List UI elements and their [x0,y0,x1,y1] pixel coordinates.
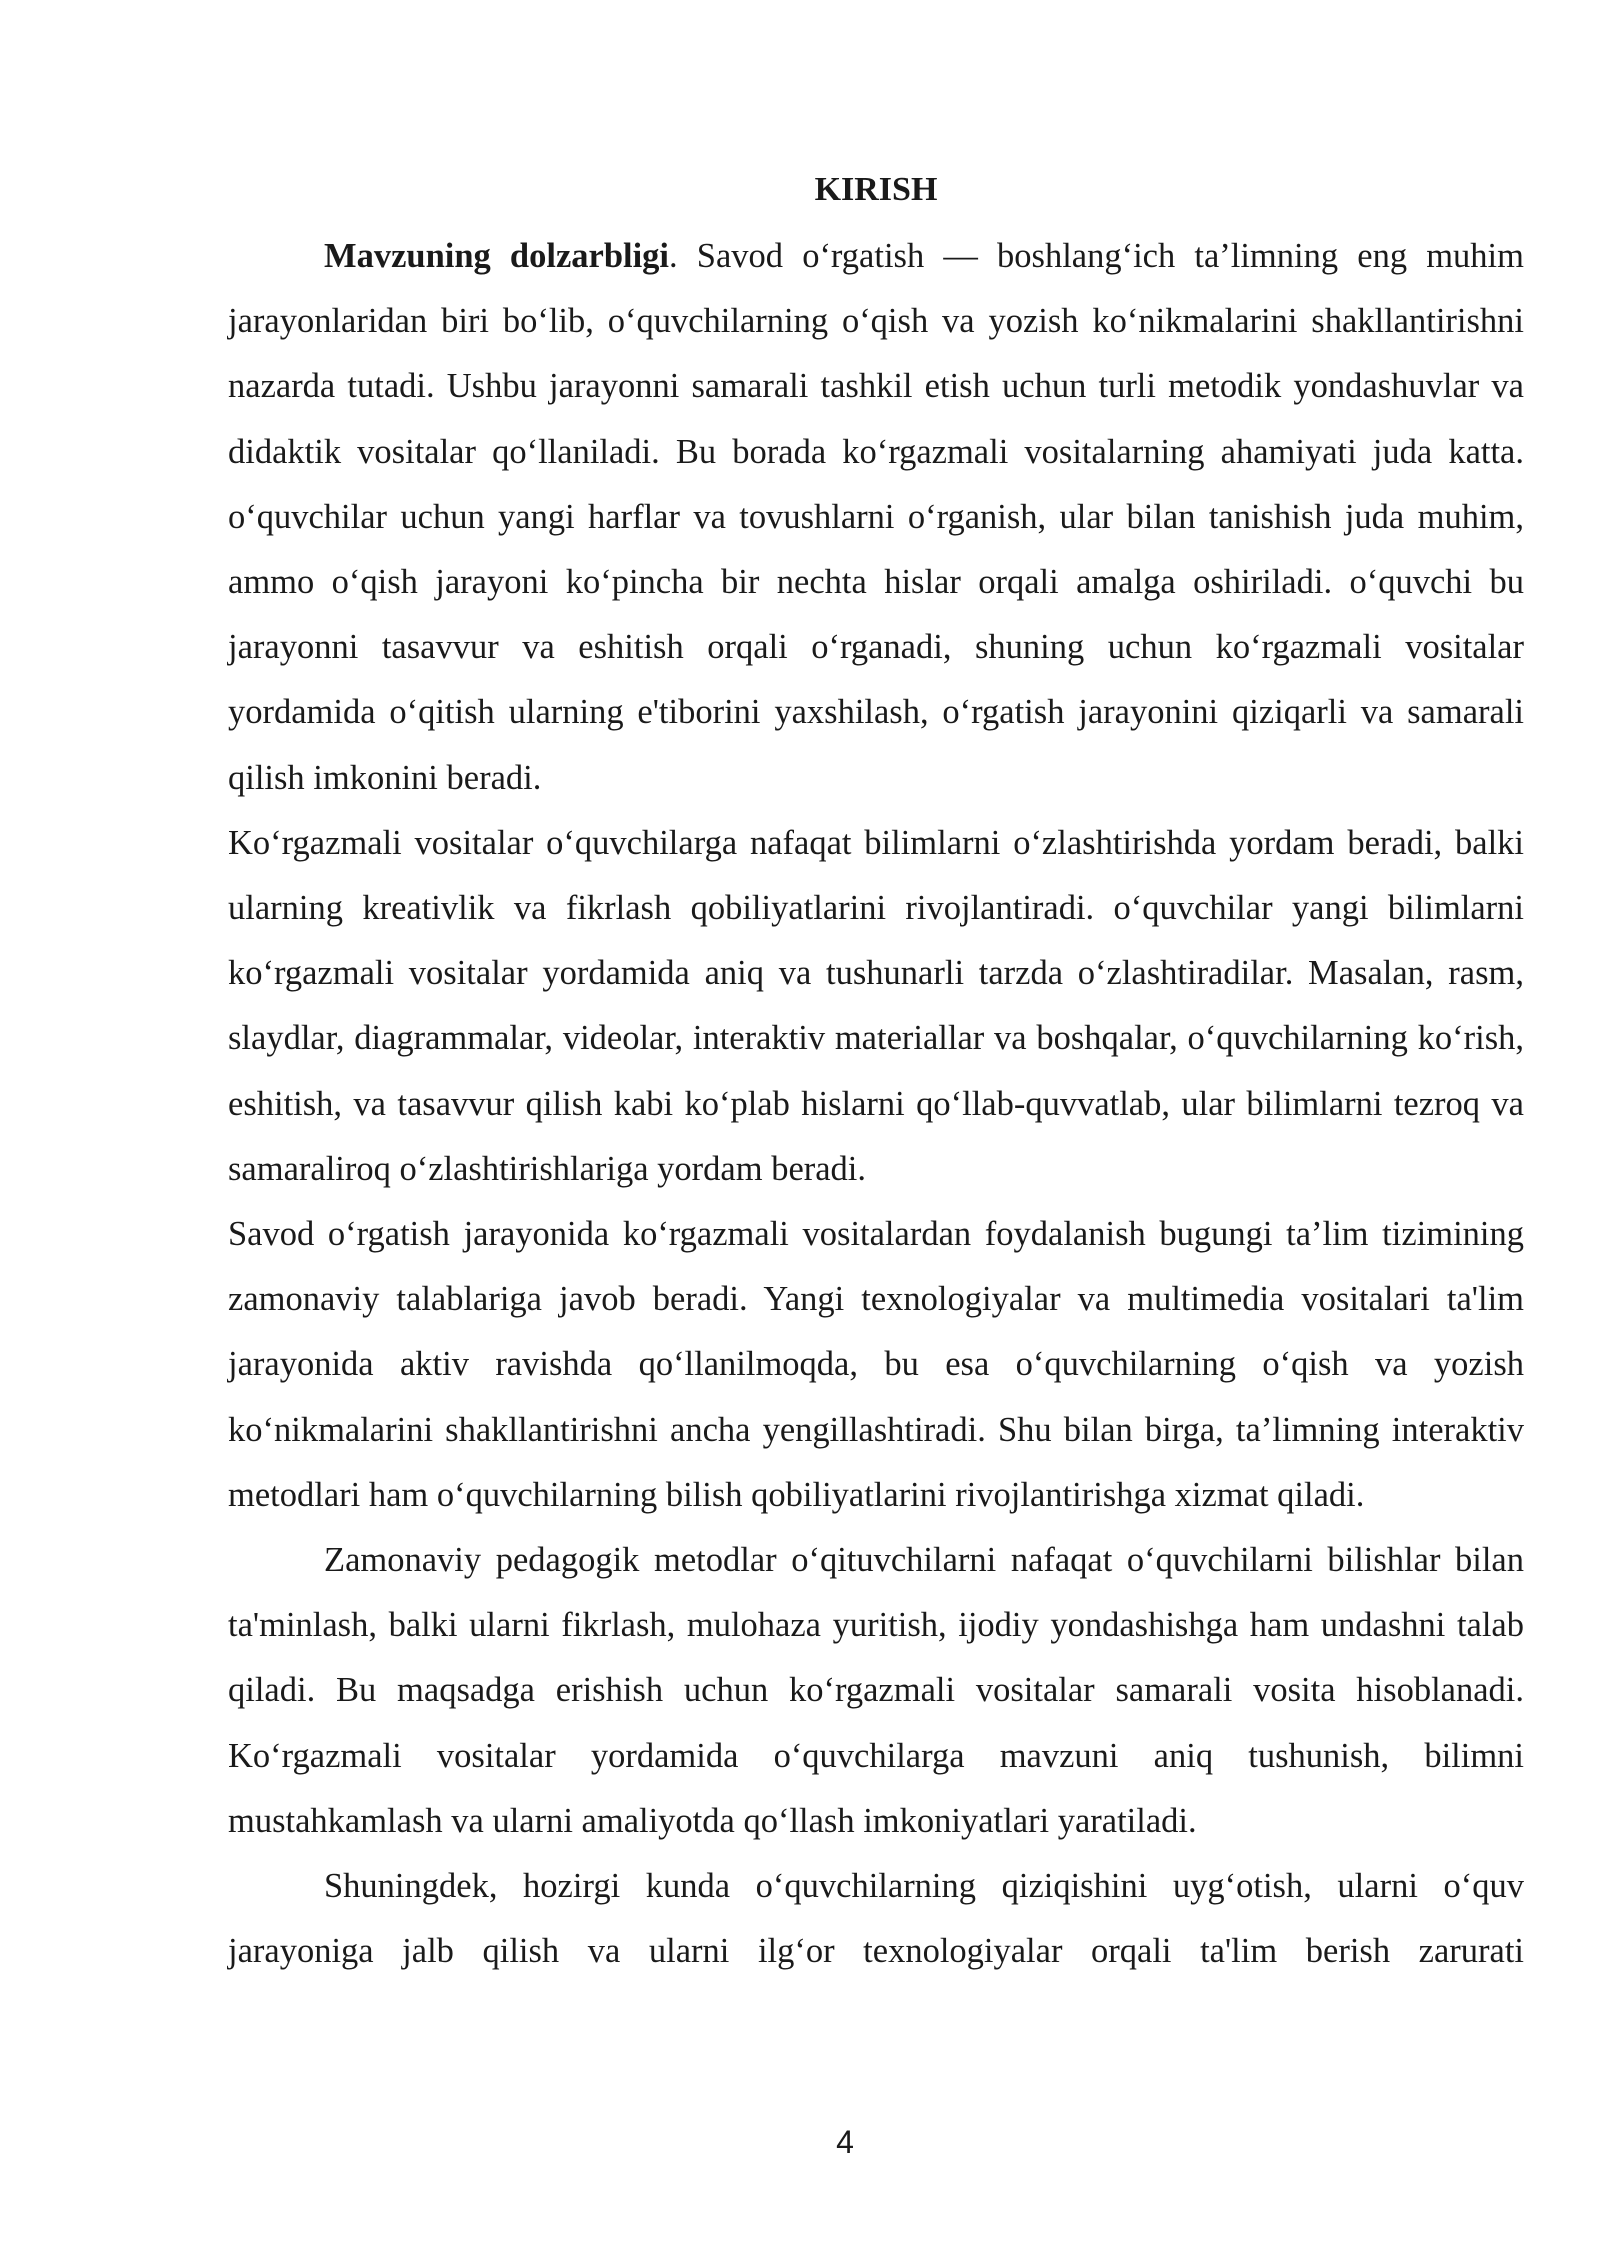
paragraph-modern-requirements: Savod o‘rgatish jarayonida ko‘rgazmali vositalardan foydalanish bugungi ta’lim tizimining zamonaviy talablariga javob beradi. Yangi texnologiyalar va multimedia vositalari ta'lim jarayonida aktiv ravishda qo‘llanilmoqda, bu esa o‘quvchilarning o‘qish va yozish ko‘nikmalarini shakllantirishni ancha yengillashtiradi. Shu bilan birga, ta’limning interaktiv metodlari ham o‘quvchilarning bilish qobiliyatlarini rivojlantirishga xizmat qiladi. [228,1215,1524,1514]
paragraph-interest: Shuningdek, hozirgi kunda o‘quvchilarning qiziqishini uyg‘otish, ularni o‘quv jarayoniga jalb qilish va ularni ilg‘or texnologiyalar orqali ta'lim berish zarurati [228,1867,1524,1971]
paragraph-visual-aids: Ko‘rgazmali vositalar o‘quvchilarga nafaqat bilimlarni o‘zlashtirishda yordam beradi, balki ularning kreativlik va fikrlash qobiliyatlarini rivojlantiradi. o‘quvchilar yangi bilimlarni ko‘rgazmali vositalar yordamida aniq va tushunarli tarzda o‘zlashtiradilar. Masalan, rasm, slaydlar, diagrammalar, videolar, interaktiv materiallar va boshqalar, o‘quvchilarning ko‘rish, eshitish, va tasavvur qilish kabi ko‘plab hislarni qo‘llab-quvvatlab, ular bilimlarni tezroq va samaraliroq o‘zlashtirishlariga yordam beradi. [228,823,1524,1188]
page-number: 4 [836,2124,854,2160]
paragraph-text: Savod o‘rgatish — boshlang‘ich ta’limning eng muhim jarayonlaridan biri bo‘lib, o‘quvchilarning o‘qish va yozish ko‘nikmalarini shakllantirishni nazarda tutadi. Ushbu jarayonni samarali tashkil etish uchun turli metodik yondashuvlar va didaktik vositalar qo‘llaniladi. Bu borada ko‘rgazmali vositalarning ahamiyati juda katta. o‘quvchilar uchun yangi harflar va tovushlarni o‘rganish, ular bilan tanishish juda muhim, ammo o‘qish jarayoni ko‘pincha bir nechta hislar orqali amalga oshiriladi. o‘quvchi bu jarayonni tasavvur va eshitish orqali o‘rganadi, shuning uchun ko‘rgazmali vositalar yordamida o‘qitish ularning e'tiborini yaxshilash, o‘rgatish jarayonini qiziqarli va samarali qilish imkonini beradi. [228,237,1524,797]
paragraph-pedagogical-methods: Zamonaviy pedagogik metodlar o‘qituvchilarni nafaqat o‘quvchilarni bilishlar bilan ta'minlash, balki ularni fikrlash, mulohaza yuritish, ijodiy yondashishga ham undashni talab qiladi. Bu maqsadga erishish uchun ko‘rgazmali vositalar samarali vosita hisoblanadi. Ko‘rgazmali vositalar yordamida o‘quvchilarga mavzuni aniq tushunish, bilimni mustahkamlash va ularni amaliyotda qo‘llash imkoniyatlari yaratiladi. [228,1541,1524,1840]
document-page [228,160,1524,1984]
section-heading: KIRISH [814,171,938,208]
paragraph-lead-punct: . [669,237,678,275]
paragraph-relevance [228,224,1524,811]
paragraph-lead-bold: Mavzuning dolzarbligi [324,237,670,275]
